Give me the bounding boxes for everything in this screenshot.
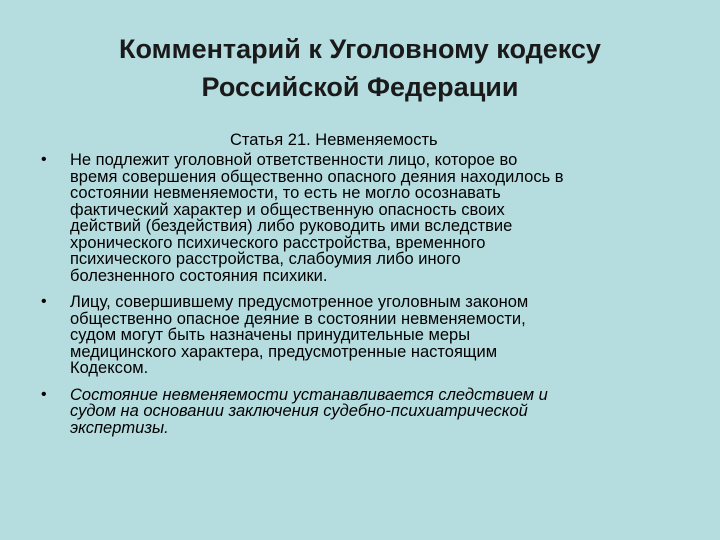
bullet-line: время совершения общественно опасного деяния находилось в	[70, 167, 564, 186]
bullet-line: Кодексом.	[70, 359, 149, 377]
bullet-line: действий (бездействия) либо руководить ими вследствие	[70, 217, 513, 235]
bullet-line: судом могут быть назначены принудительные меры	[70, 326, 471, 344]
bullet-line: Не подлежит уголовной ответственности лицо, которое во	[70, 151, 518, 169]
bullet-text	[70, 387, 710, 437]
bullet-text	[70, 294, 710, 377]
bullet-line: Лицу, совершившему предусмотренное уголовным законом	[70, 293, 529, 311]
bullet-item-1	[41, 151, 710, 285]
bullet-marker: •	[41, 151, 47, 168]
bullet-line: Состояние невменяемости устанавливается следствием и	[70, 385, 548, 404]
title-line-2: Российской Федерации	[201, 72, 519, 102]
bullet-marker: •	[41, 385, 47, 403]
bullet-list	[41, 151, 710, 446]
article-heading: Статья 21. Невменяемость	[230, 131, 438, 149]
bullet-item-3	[41, 385, 710, 437]
bullet-text	[70, 152, 710, 284]
bullet-line: экспертизы.	[70, 418, 169, 437]
bullet-item-2	[41, 293, 710, 377]
bullet-marker: •	[41, 293, 47, 310]
bullet-line: болезненного состояния психики.	[70, 266, 328, 285]
bullet-line: общественно опасное деяние в состоянии невменяемости,	[70, 309, 526, 328]
bullet-line: фактический характер и общественную опасность своих	[70, 200, 505, 219]
title-line-1: Комментарий к Уголовному кодексу	[119, 34, 601, 64]
bullet-line: судом на основании заключения судебно-психиатрической	[70, 402, 528, 420]
bullet-line: медицинского характера, предусмотренные настоящим	[70, 342, 498, 361]
bullet-line: состоянии невменяемости, то есть не могло осознавать	[70, 184, 501, 202]
slide-title	[0, 30, 720, 106]
bullet-line: психического расстройства, слабоумия либо иного	[70, 250, 461, 268]
bullet-line: хронического психического расстройства, временного	[70, 233, 486, 252]
